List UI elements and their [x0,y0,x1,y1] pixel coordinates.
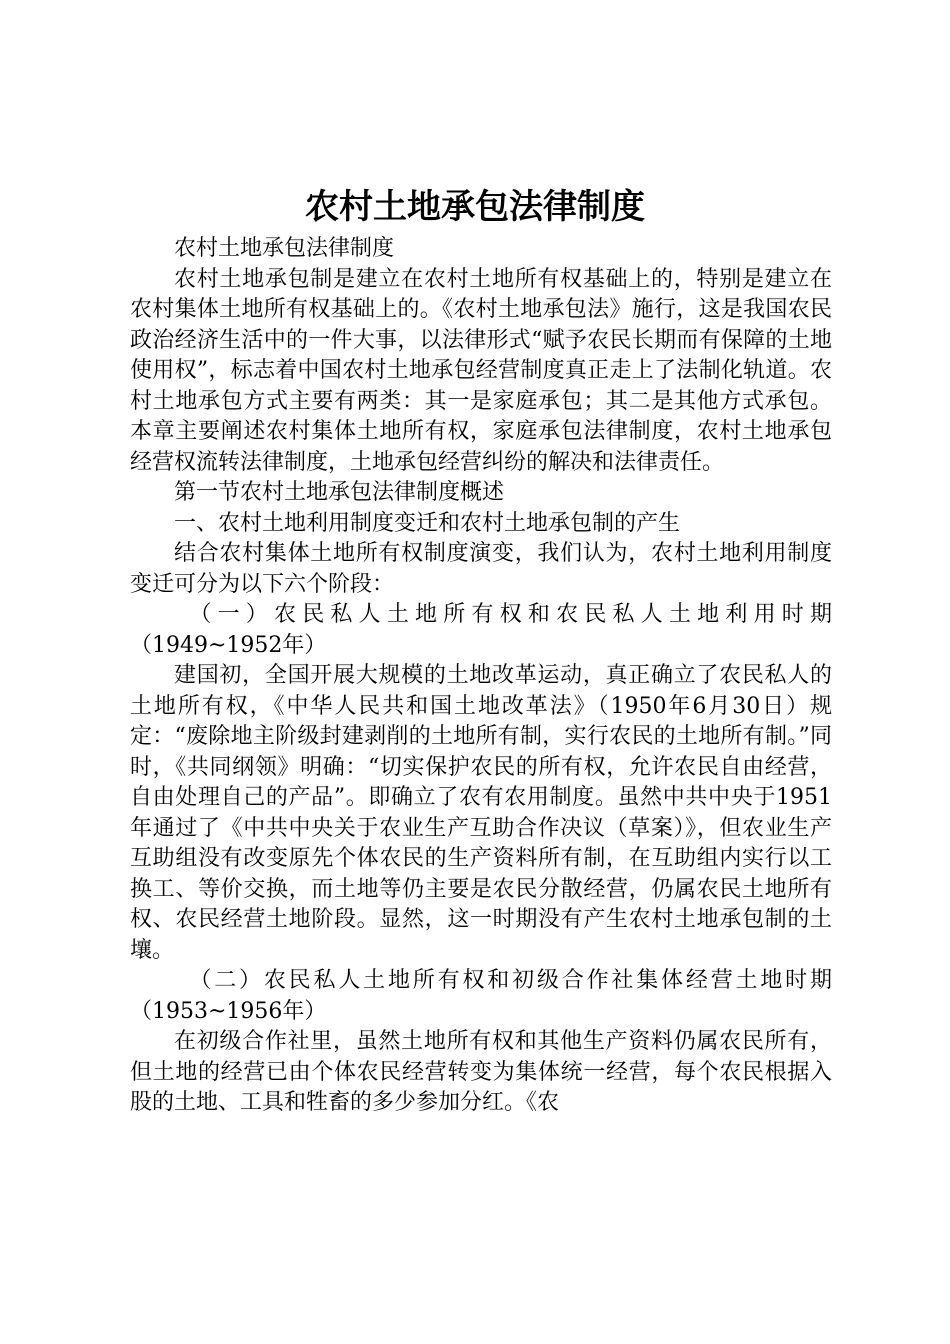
paragraph: 建国初，全国开展大规模的土地改革运动，真正确立了农民私人的土地所有权，《中华人民共和国土地改革法》（1950年6月30日）规定：“废除地主阶级封建剥削的土地所有制，实行农民的土地所有制。”同时，《共同纲领》明确：“切实保护农民的所有权，允许农民自由经营，自由处理自己的产品”。即确立了农有农用制度。虽然中共中央于1951年通过了《中共中央关于农业生产互助合作决议（草案）》，但农业生产互助组没有改变原先个体农民的生产资料所有制，在互助组内实行以工换工、等价交换，而土地等仍主要是农民分散经营，仍属农民土地所有权、农民经营土地阶段。显然，这一时期没有产生农村土地承包制的土壤。 [130,663,832,963]
period-heading: （二）农民私人土地所有权和初级合作社集体经营土地时期（1953~1956年） [130,968,832,1024]
paragraph: 农村土地承包法律制度 [174,236,395,261]
paragraph: 结合农村集体土地所有权制度演变，我们认为，农村土地利用制度变迁可分为以下六个阶段： [130,541,832,597]
document-body [130,234,832,1119]
period-heading: （一）农民私人土地所有权和农民私人土地利用时期（1949~1952年） [130,602,832,658]
paragraph: 在初级合作社里，虽然土地所有权和其他生产资料仍属农民所有，但土地的经营已由个体农民经营转变为集体统一经营，每个农民根据入股的土地、工具和牲畜的多少参加分红。《农 [130,1029,832,1115]
section-heading: 第一节农村土地承包法律制度概述 [174,480,505,505]
document-title: 农村土地承包法律制度 [305,187,645,227]
paragraph: 农村土地承包制是建立在农村土地所有权基础上的，特别是建立在农村集体土地所有权基础上的。《农村土地承包法》施行，这是我国农民政治经济生活中的一件大事，以法律形式“赋予农民长期而有保障的土地使用权”，标志着中国农村土地承包经营制度真正走上了法制化轨道。农村土地承包方式主要有两类：其一是家庭承包；其二是其他方式承包。本章主要阐述农村集体土地所有权，家庭承包法律制度，农村土地承包经营权流转法律制度，土地承包经营纠纷的解决和法律责任。 [130,266,832,475]
subsection-heading: 一、农村土地利用制度变迁和农村土地承包制的产生 [174,510,681,536]
